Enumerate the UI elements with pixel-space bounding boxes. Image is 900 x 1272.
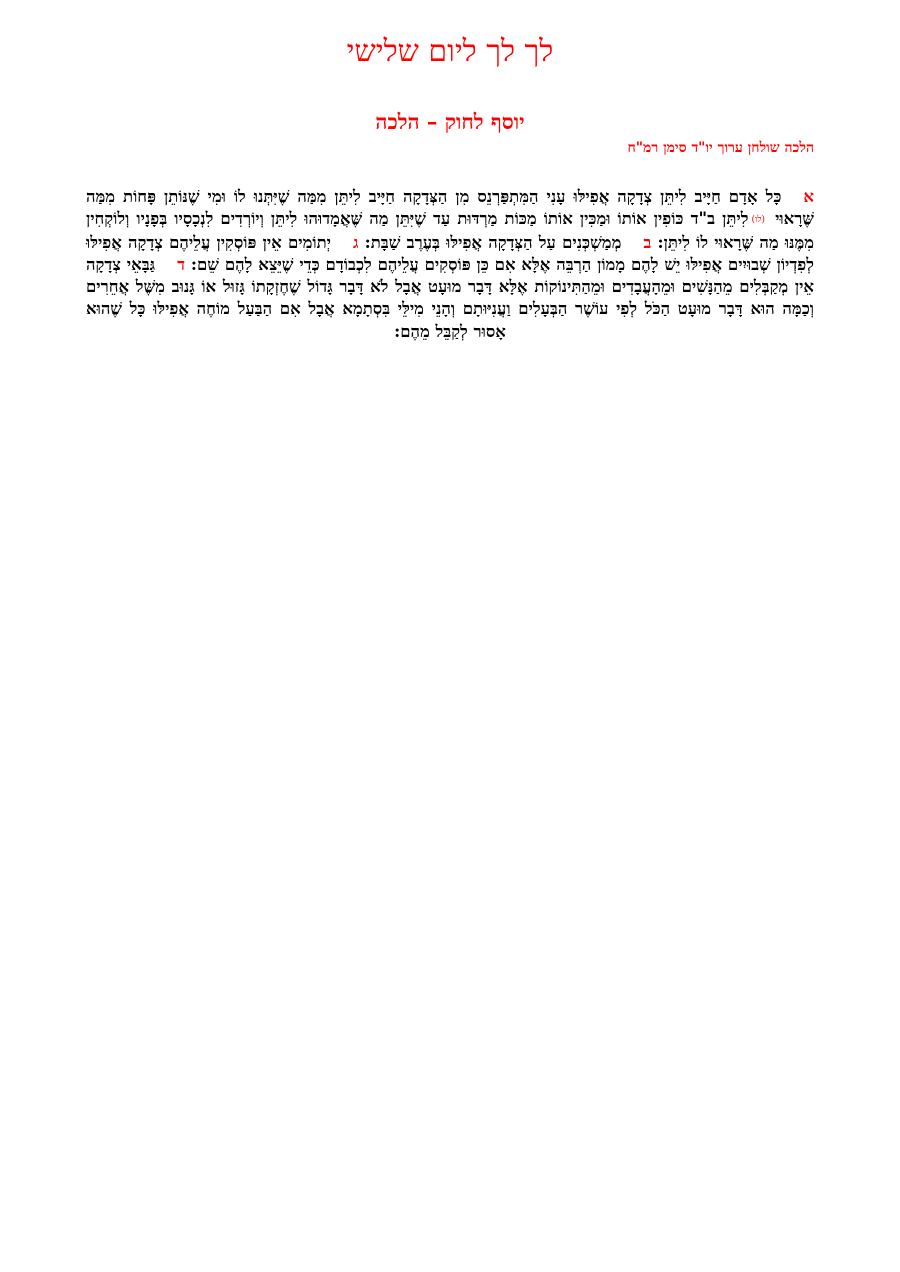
page-title: לך לך ליום שלישי: [346, 34, 554, 69]
seif-letter-1: א: [803, 187, 814, 206]
seif-3-text: יְתוֹמִים אֵין פּוֹסְקִין עֲלֵיהֶם צְדָקָה אֲפִילּוּ לְפִדְיוֹן שְׁבוּיִים אֲפִילּוּ יֵשׁ לָהֶם מָמוֹן הַרְבֵּה אֶלָּא אִם כֵּן פּוֹסְקִים עֲלֵיהֶם לִכְבוֹדָם כְּדֵי שֶׁיֵּצֵא לָהֶם שֵׁם:: [86, 232, 814, 274]
seif-letter-4: ד: [177, 254, 186, 274]
seif-letter-3: ג: [353, 232, 359, 252]
seif-4-text: גַּבָּאֵי צְדָקָה אֵין מְקַבְּלִים מֵהַנָּשִׁים וּמֵהָעֲבָדִים וּמֵהַתִּינוֹקוֹת אֶלָּא דָּבָר מוּעָט אֲבָל לֹא דָּבָר גָּדוֹל שֶׁחֶזְקָתוֹ גָּזוּל אוֹ גָּנוּב מִשֶּׁל אֲחֵרִים וְכַמָּה הוּא דָּבָר מוּעָט הַכֹּל לְפִי עוֹשֶׁר הַבְּעָלִים וַעֲנִיּוּתָם וְהָנֵי מִילֵּי בִּסְתָמָא אֲבָל אִם הַבַּעַל מוֹחֶה אֲפִילּוּ כָּל שֶׁהוּא אָסוּר לְקַבֵּל מֵהֶם:: [86, 254, 814, 341]
halacha-body: [86, 186, 814, 343]
seif-2-text: מְמַשְׁכְּנִים עַל הַצְּדָקָה אֲפִילּוּ בְּעֶרֶב שַׁבָּת:: [364, 232, 622, 252]
page-subtitle: יוסף לחוק – הלכה: [375, 109, 525, 134]
seif-letter-2: ב: [643, 232, 652, 252]
note-reference: (לו): [751, 215, 765, 226]
source-reference: הלכה שולחן ערוך יו"ד סימן רמ"ח: [627, 140, 814, 156]
seif-1-text-before: כָּל אָדָם חַיָּיב לִיתֵּן צְדָקָה אֲפִילּוּ עָנִי הַמִּתְפַּרְנֵס מִן הַצְּדָקָה חַיָּיב לִיתֵּן מִמַּה שֶׁיִּתְּנוּ לוֹ וּמִי שֶׁנּוֹתֵן פָּחוֹת מִמַּה שֶּׁרָאוּי: [86, 187, 814, 229]
seif-1-text-after: לִיתֵּן ב"ד כּוֹפִין אוֹתוֹ וּמַכִּין אוֹתוֹ מַכּוֹת מַרְדּוּת עַד שֶׁיִּתֵּן מַה שֶּׁאֲמָדוּהוּ לִיתֵּן וְיוֹרְדִים לִנְכָסָיו בְּפָנָיו וְלוֹקְחִין מִמֶּנּוּ מַה שֶּׁרָאוּי לוֹ לִיתֵּן:: [86, 209, 815, 252]
